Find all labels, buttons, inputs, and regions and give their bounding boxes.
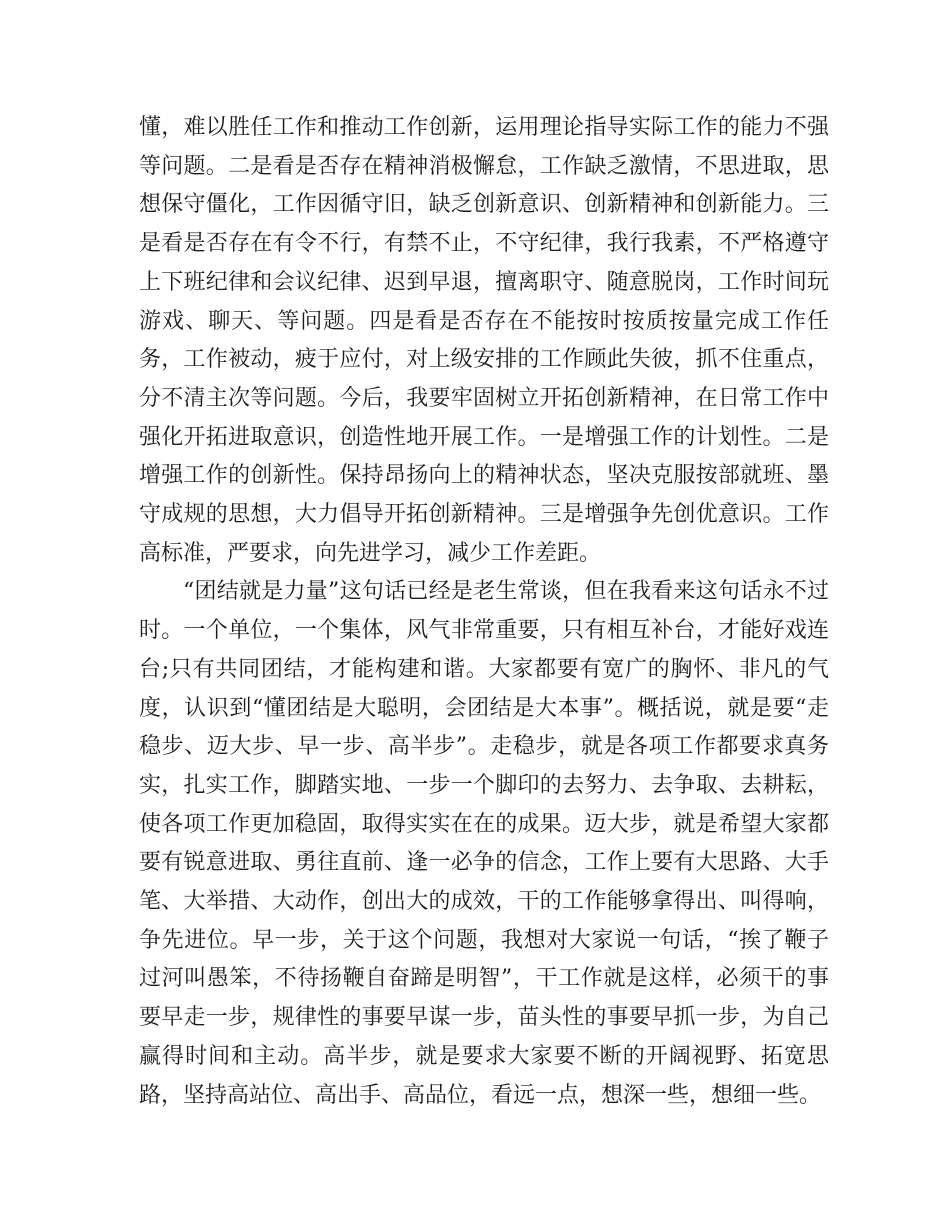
paragraph-unity: “团结就是力量”这句话已经是老生常谈，但在我看来这句话永不过时。一个单位，一个集体，风气非常重要，只有相互补台，才能好戏连台;只有共同团结，才能构建和谐。大家都要有宽广的胸怀、非凡的气度，认识到“懂团结是大聪明，会团结是大本事”。概括说，就是要“走稳步、迈大步、早一步、高半步”。走稳步，就是各项工作都要求真务实，扎实工作，脚踏实地、一步一个脚印的去努力、去争取、去耕耘，使各项工作更加稳固，取得实实在在的成果。迈大步，就是希望大家都要有锐意进取、勇往直前、逢一必争的信念，工作上要有大思路、大手笔、大举措、大动作，创出大的成效，干的工作能够拿得出、叫得响，争先进位。早一步，关于这个问题，我想对大家说一句话，“挨了鞭子过河叫愚笨，不待扬鞭自奋蹄是明智”，干工作就是这样，必须干的事要早走一步，规律性的事要早谋一步，苗头性的事要早抓一步，为自己赢得时间和主动。高半步，就是要求大家要不断的开阔视野、拓宽思路，坚持高站位、高出手、高品位，看远一点，想深一些，想细一些。 [139, 579, 829, 1108]
paragraph-continued: 懂，难以胜任工作和推动工作创新，运用理论指导实际工作的能力不强等问题。二是看是否存在精神消极懈怠，工作缺乏激情，不思进取，思想保守僵化，工作因循守旧，缺乏创新意识、创新精神和创新能力。三是看是否存在有令不行，有禁不止，不守纪律，我行我素，不严格遵守上下班纪律和会议纪律、迟到早退，擅离职守、随意脱岗，工作时间玩游戏、聊天、等问题。四是看是否存在不能按时按质按量完成工作任务，工作被动，疲于应付，对上级安排的工作顾此失彼，抓不住重点，分不清主次等问题。今后，我要牢固树立开拓创新精神，在日常工作中强化开拓进取意识，创造性地开展工作。一是增强工作的计划性。二是增强工作的创新性。保持昂扬向上的精神状态，坚决克服按部就班、墨守成规的思想，大力倡导开拓创新精神。三是增强争先创优意识。工作高标准，严要求，向先进学习，减少工作差距。 [139, 115, 829, 566]
document-body [139, 109, 829, 1115]
